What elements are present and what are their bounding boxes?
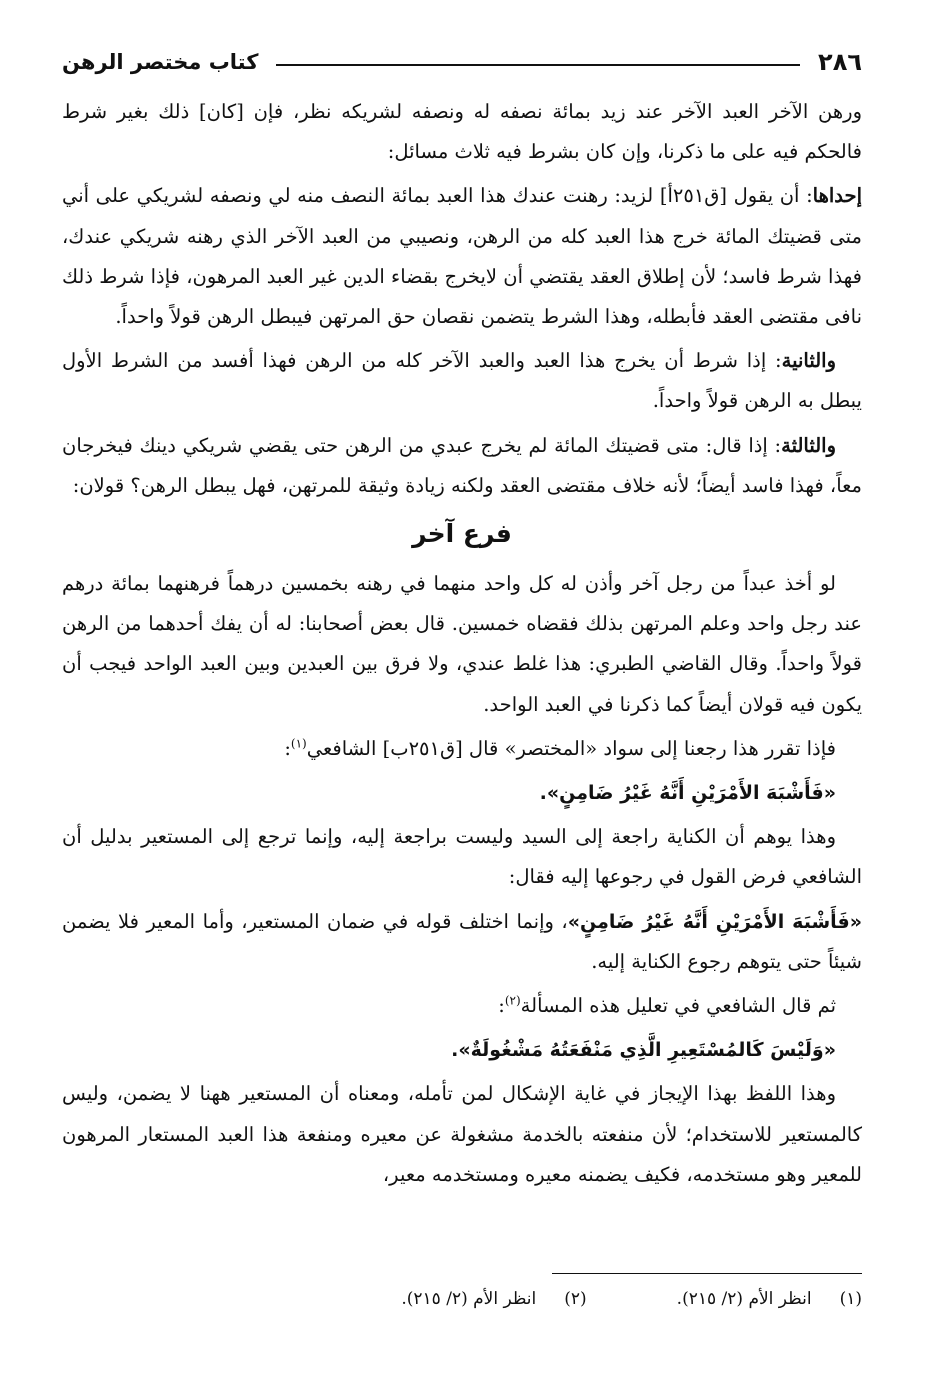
paragraph-4-text: : إذا قال: متى قضيتك المائة لم يخرج عبدي من الرهن حتى يقضي شريكي دينك فيخرجان معاً، فهذا فاسد أيضاً؛ لأنه خلاف مقتضى العقد ولكنه زيادة وثيقة للمرتهن، فهل يبطل الرهن؟ قولان: [62, 433, 862, 497]
footnote-1 [677, 1284, 862, 1314]
paragraph-2-lead: إحداها [812, 184, 862, 208]
footnote-1-number: (١) [839, 1289, 862, 1309]
quote-2: «فَأَشْبَهَ الأَمْرَيْنِ أَنَّهُ غَيْرُ ضَامِنٍ» [567, 910, 862, 933]
quote-1: «فَأَشْبَهَ الأَمْرَيْنِ أَنَّهُ غَيْرُ ضَامِنٍ». [539, 782, 836, 805]
footnote-2-number: (٢) [564, 1289, 587, 1309]
footnotes [62, 1284, 862, 1314]
page-number: ٢٨٦ [818, 48, 862, 76]
running-title: كتاب مختصر الرهن [62, 50, 259, 74]
paragraph-7: وهذا يوهم أن الكناية راجعة إلى السيد وليست براجعة إليه، وإنما ترجع إلى المستعير بدليل أن الشافعي فرض القول في رجوعها إليه فقال: [62, 825, 862, 889]
quote-3: «وَلَيْسَ كَالمُسْتَعِيرِ الَّذِي مَنْفَعَتُهُ مَشْغُولَةٌ». [451, 1039, 836, 1062]
header-rule [276, 64, 800, 66]
footnote-1-text: انظر الأم (٢/ ٢١٥). [676, 1289, 812, 1309]
paragraph-4 [62, 426, 862, 506]
paragraph-8 [62, 902, 862, 982]
paragraph-6-text: فإذا تقرر هذا رجعنا إلى سواد «المختصر» قال [ق٢٥١ب] الشافعي [306, 736, 836, 760]
paragraph-6-end: : [284, 736, 291, 760]
paragraph-3 [62, 341, 862, 421]
paragraph-1: ورهن الآخر العبد الآخر عند زيد بمائة نصفه له ونصفه لشريكه نظر، فإن [كان] ذلك بغير شرط فالحكم فيه على ما ذكرنا، وإن كان بشرط فيه ثلاث مسائل: [62, 100, 862, 164]
footnote-2-text: انظر الأم (٢/ ٢١٥). [401, 1289, 537, 1309]
paragraph-9-end: : [498, 994, 505, 1018]
paragraph-2-text: : أن يقول [ق٢٥١أ] لزيد: رهنت عندك هذا العبد بمائة النصف منه لي ونصفه لشريكي على أني متى قضيتك المائة خرج هذا العبد كله من الرهن، ونصيبي من العبد الآخر الذي رهنه شريكي عندك، فهذا شرط فاسد؛ لأن إطلاق العقد يقتضي أن لايخرج بقضاء الدين غير العبد المرهون، فإذا شرط ذلك نافى مقتضى العقد فأبطله، وهذا الشرط يتضمن نقصان حق المرتهن فيبطل الرهن قولاً واحداً. [62, 184, 862, 329]
paragraph-3-text: : إذا شرط أن يخرج هذا العبد والعبد الآخر كله من الرهن فهذا أفسد من الشرط الأول يبطل به الرهن قولاً واحداً. [62, 349, 862, 413]
footnote-ref-2: (٢) [504, 993, 521, 1008]
footnote-ref-1: (١) [290, 736, 307, 751]
body-text [62, 92, 862, 1199]
section-title: فرع آخر [412, 519, 512, 549]
paragraph-8-text: ، وإنما اختلف قوله في ضمان المستعير، وأما المعير فلا يضمن شيئاً حتى يتوهم رجوع الكناية إليه. [62, 909, 862, 973]
paragraph-4-lead: والثالثة [781, 433, 836, 457]
footnote-2 [401, 1284, 586, 1314]
paragraph-2 [62, 176, 862, 337]
paragraph-3-lead: والثانية [781, 349, 836, 373]
paragraph-9 [62, 986, 862, 1026]
paragraph-5: لو أخذ عبداً من رجل آخر وأذن له كل واحد منهما في رهنه بخمسين درهماً فرهنهما بمائة درهم عند رجل واحد وعلم المرتهن بذلك فقضاه خمسين. قال بعض أصحابنا: له أن يفك أحدهما من الرهن قولاً واحداً. وقال القاضي الطبري: هذا غلط عندي، ولا فرق بين العبدين وبين العبد الواحد فيجب أن يكون فيه قولان أيضاً كما ذكرنا في العبد الواحد. [62, 572, 862, 716]
page-header [62, 42, 862, 82]
paragraph-10: وهذا اللفظ بهذا الإيجاز في غاية الإشكال لمن تأمله، ومعناه أن المستعير ههنا لا يضمن، وليس كالمستعير للاستخدام؛ لأن منفعته بالخدمة مشغولة عن معيره ومنفعة هذا العبد المستعار المرهون للمعير وهو مستخدمه، فكيف يضمنه معيره ومستخدمه معير، [62, 1082, 862, 1186]
footnote-rule [552, 1273, 862, 1274]
paragraph-9-text: ثم قال الشافعي في تعليل هذه المسألة [520, 994, 836, 1018]
paragraph-6 [62, 729, 862, 769]
